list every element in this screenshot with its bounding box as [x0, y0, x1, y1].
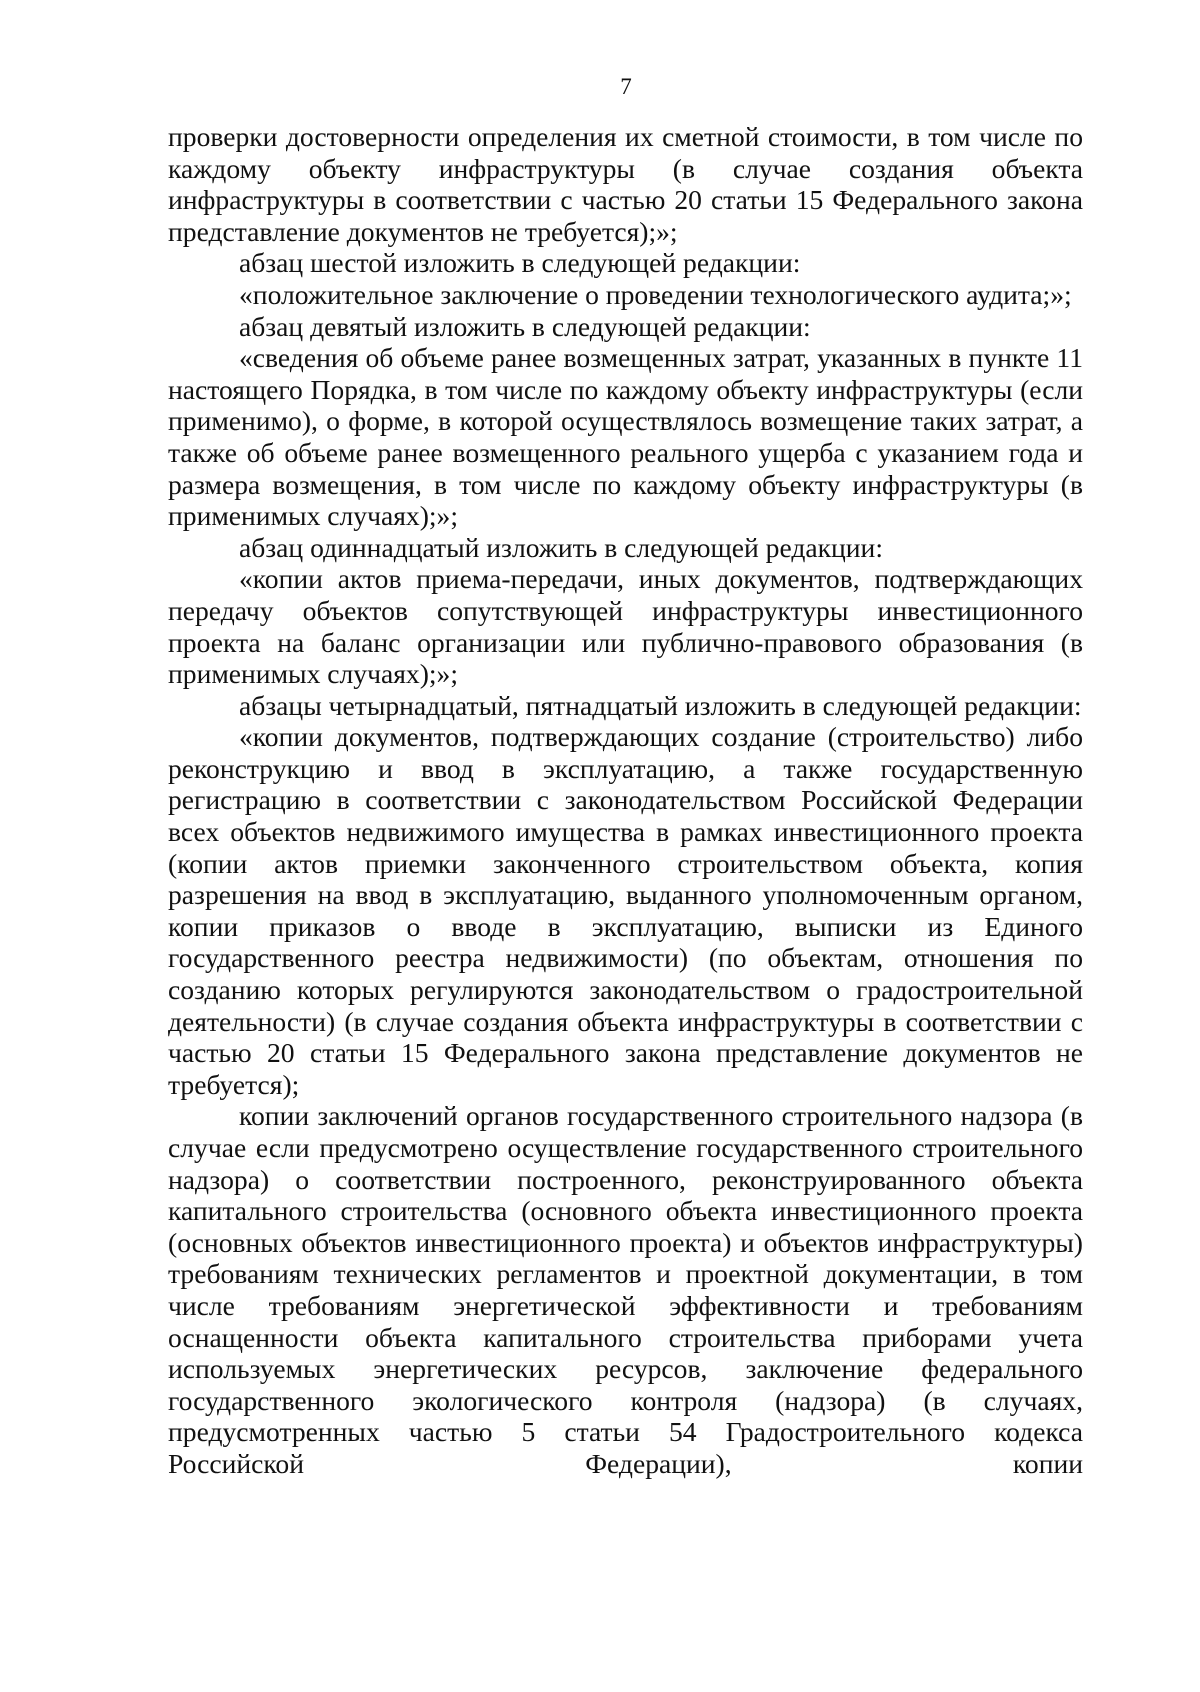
paragraph: абзацы четырнадцатый, пятнадцатый изложить в следующей редакции:: [239, 689, 1082, 721]
paragraph: абзац девятый изложить в следующей редакции:: [239, 310, 811, 342]
paragraph: «копии актов приема-передачи, иных документов, подтверждающих передачу объектов сопутствующей инфраструктуры инвестиционного проекта на баланс организации или публично-правового образования (в применимых случаях);»;: [168, 563, 1083, 690]
paragraph: проверки достоверности определения их сметной стоимости, в том числе по каждому объекту инфраструктуры (в случае создания объекта инфраструктуры в соответствии с частью 20 статьи 15 Федерального закона представление документов не требуется);»;: [168, 121, 1083, 247]
paragraph: «копии документов, подтверждающих создание (строительство) либо реконструкцию и ввод в эксплуатацию, а также государственную регистрацию в соответствии с законодательством Российской Федерации всех объектов недвижимого имущества в рамках инвестиционного проекта (копии актов приемки законченного строительством объекта, копия разрешения на ввод в эксплуатацию, выданного уполномоченным органом, копии приказов о вводе в эксплуатацию, выписки из Единого государственного реестра недвижимости) (по объектам, отношения по созданию которых регулируются законодательством о градостроительной деятельности) (в случае создания объекта инфраструктуры в соответствии с частью 20 статьи 15 Федерального закона представление документов не требуется);: [168, 721, 1083, 1100]
paragraph: абзац шестой изложить в следующей редакции:: [239, 247, 801, 279]
paragraph: копии заключений органов государственного строительного надзора (в случае если предусмотрено осуществление государственного строительного надзора) о соответствии построенного, реконструированного объекта капитального строительства (основного объекта инвестиционного проекта (основных объектов инвестиционного проекта) и объектов инфраструктуры) требованиям технических регламентов и проектной документации, в том числе требованиям энергетической эффективности и требованиям оснащенности объекта капитального строительства приборами учета используемых энергетических ресурсов, заключение федерального государственного экологического контроля (надзора) (в случаях, предусмотренных частью 5 статьи 54 Градостроительного кодекса Российской Федерации), копии: [168, 1100, 1083, 1479]
document-body: [168, 121, 1083, 1480]
paragraph: «сведения об объеме ранее возмещенных затрат, указанных в пункте 11 настоящего Порядка, в том числе по каждому объекту инфраструктуры (если применимо), о форме, в которой осуществлялось возмещение таких затрат, а также об объеме ранее возмещенного реального ущерба с указанием года и размера возмещения, в том числе по каждому объекту инфраструктуры (в применимых случаях);»;: [168, 342, 1083, 532]
paragraph: «положительное заключение о проведении технологического аудита;»;: [239, 278, 1072, 310]
paragraph: абзац одиннадцатый изложить в следующей редакции:: [239, 531, 883, 563]
page-number: 7: [620, 74, 632, 99]
